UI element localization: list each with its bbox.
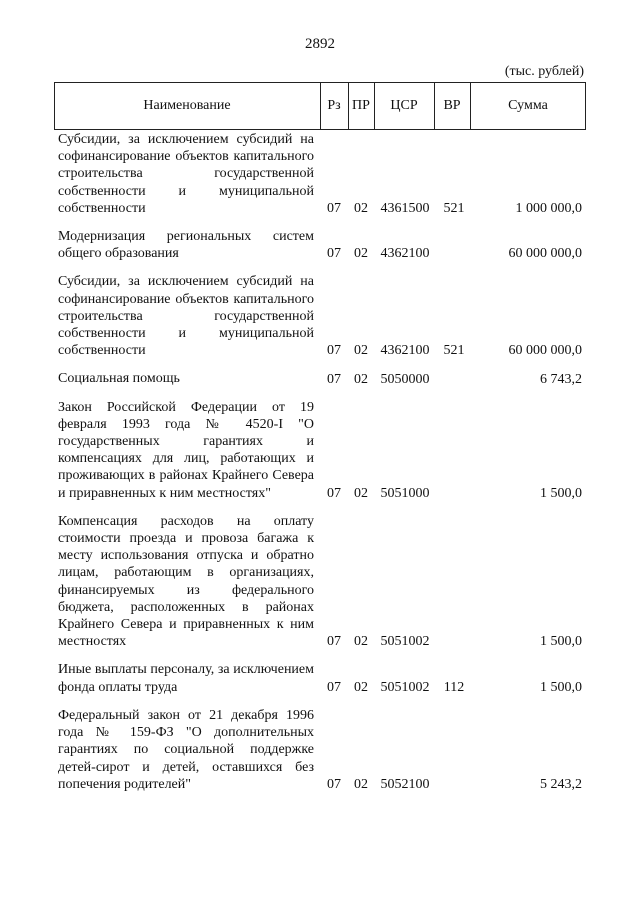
row-sum: 5 243,2 <box>540 776 582 792</box>
row-rz: 07 <box>327 246 341 262</box>
row-csr: 4362100 <box>380 246 430 262</box>
row-vr: 521 <box>443 343 465 359</box>
row-sum: 60 000 000,0 <box>508 343 582 359</box>
row-rz: 07 <box>327 634 341 650</box>
table-row <box>54 398 586 502</box>
table-row <box>54 706 586 793</box>
header-name: Наименование <box>143 98 231 113</box>
table-body <box>54 130 586 803</box>
row-csr: 5052100 <box>380 776 430 792</box>
header-divider <box>374 82 375 129</box>
table-row <box>54 272 586 359</box>
header-divider <box>348 82 349 129</box>
row-sum: 1 500,0 <box>540 679 582 695</box>
header-vr: ВР <box>443 98 461 113</box>
table-row <box>54 130 586 217</box>
row-csr: 4361500 <box>380 201 430 217</box>
row-rz: 07 <box>327 201 341 217</box>
row-rz: 07 <box>327 485 341 501</box>
row-pr: 02 <box>354 485 368 501</box>
row-pr: 02 <box>354 634 368 650</box>
row-pr: 02 <box>354 201 368 217</box>
row-name: Федеральный закон от 21 декабря 1996 года № 159-ФЗ "О дополнительных гарантиях по социальной поддержке детей-сирот и детей, оставшихся без попечения родителей" <box>58 707 314 792</box>
row-name: Субсидии, за исключением субсидий на софинансирование объектов капитального строительства государственной собственности и муниципальной собственности <box>58 132 314 216</box>
table-row <box>54 512 586 651</box>
row-sum: 1 000 000,0 <box>515 201 582 217</box>
row-pr: 02 <box>354 343 368 359</box>
row-rz: 07 <box>327 343 341 359</box>
header-divider <box>54 82 55 129</box>
header-csr: ЦСР <box>390 98 418 113</box>
units-label: (тыс. рублей) <box>504 64 584 79</box>
row-name: Компенсация расходов на оплату стоимости проезда и провоза багажа к месту использования отпуска и обратно лицам, работающим в организациях, финансируемых из федерального бюджета, расположенных в районах Крайнего Севера и приравненных к ним местностях <box>58 513 314 650</box>
header-rz: Рз <box>327 98 341 113</box>
page-number: 2892 <box>305 36 335 52</box>
row-csr: 5051002 <box>380 679 430 695</box>
row-csr: 5051002 <box>380 634 430 650</box>
row-csr: 4362100 <box>380 343 430 359</box>
row-pr: 02 <box>354 246 368 262</box>
table-row <box>54 369 586 387</box>
row-name: Субсидии, за исключением субсидий на софинансирование объектов капитального строительства государственной собственности и муниципальной собственности <box>58 274 314 359</box>
row-name: Иные выплаты персоналу, за исключением фонда оплаты труда <box>58 662 314 695</box>
row-sum: 60 000 000,0 <box>508 246 582 262</box>
header-divider <box>470 82 471 129</box>
row-vr: 521 <box>443 201 465 217</box>
row-csr: 5051000 <box>380 485 430 501</box>
row-rz: 07 <box>327 679 341 695</box>
header-pr: ПР <box>352 98 370 113</box>
row-pr: 02 <box>354 371 368 387</box>
row-csr: 5050000 <box>380 371 430 387</box>
header-divider <box>434 82 435 129</box>
row-vr: 112 <box>443 679 465 695</box>
table-row <box>54 227 586 262</box>
row-sum: 6 743,2 <box>540 371 582 387</box>
header-divider <box>585 82 586 129</box>
row-sum: 1 500,0 <box>540 634 582 650</box>
row-name: Закон Российской Федерации от 19 февраля 1993 года № 4520-I "О государственных гарантиях и компенсациях для лиц, работающих и проживающих в районах Крайнего Севера и приравненных к ним местностях" <box>58 399 314 501</box>
row-pr: 02 <box>354 679 368 695</box>
row-name: Модернизация региональных систем общего образования <box>58 229 314 262</box>
header-divider <box>320 82 321 129</box>
row-rz: 07 <box>327 776 341 792</box>
table-row <box>54 660 586 695</box>
row-pr: 02 <box>354 776 368 792</box>
row-rz: 07 <box>327 371 341 387</box>
header-sum: Сумма <box>508 98 548 113</box>
row-sum: 1 500,0 <box>540 485 582 501</box>
row-name: Социальная помощь <box>58 371 180 387</box>
